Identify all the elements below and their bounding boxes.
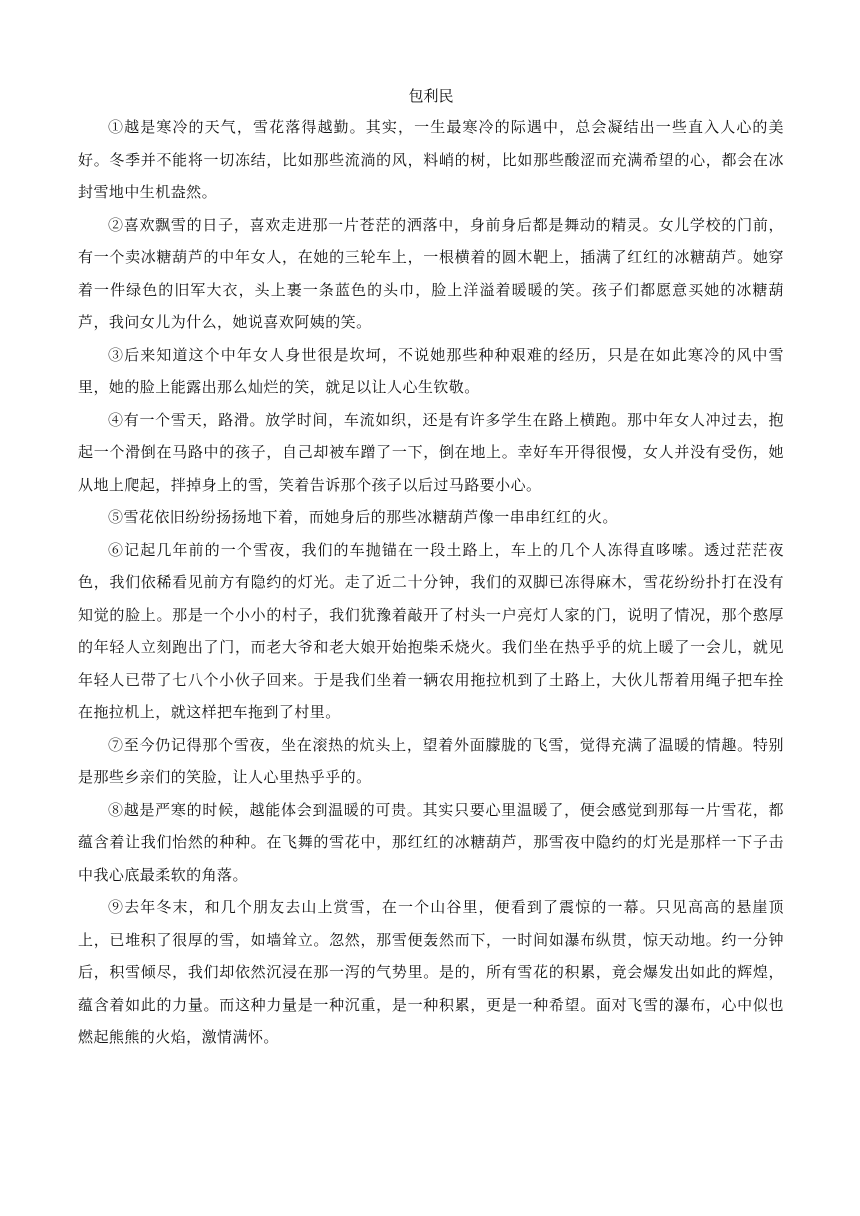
paragraph-2: ②喜欢飘雪的日子，喜欢走进那一片苍茫的洒落中，身前身后都是舞动的精灵。女儿学校的门前，有一个卖冰糖葫芦的中年女人，在她的三轮车上，一根横着的圆木靶上，插满了红红的冰糖葫芦。她穿着一件绿色的旧军大衣，头上裹一条蓝色的头巾，脸上洋溢着暖暖的笑。孩子们都愿意买她的冰糖葫芦，我问女儿为什么，她说喜欢阿姨的笑。: [78, 215, 784, 331]
paragraph-6: ⑥记起几年前的一个雪夜，我们的车抛锚在一段土路上，车上的几个人冻得直哆嗦。透过茫茫夜色，我们依稀看见前方有隐约的灯光。走了近二十分钟，我们的双脚已冻得麻木，雪花纷纷扑打在没有知觉的脸上。那是一个小小的村子，我们犹豫着敲开了村头一户亮灯人家的门，说明了情况，那个憨厚的年轻人立刻跑出了门，而老大爷和老大娘开始抱柴禾烧火。我们坐在热乎乎的炕上暖了一会儿，就见年轻人已带了七八个小伙子回来。于是我们坐着一辆农用拖拉机到了土路上，大伙儿帮着用绳子把车拴在拖拉机上，就这样把车拖到了村里。: [78, 540, 784, 721]
paragraph-9: ⑨去年冬末，和几个朋友去山上赏雪，在一个山谷里，便看到了震惊的一幕。只见高高的悬崖顶上，已堆积了很厚的雪，如墙耸立。忽然，那雪便轰然而下，一时间如瀑布纵贯，惊天动地。约一分钟后，积雪倾尽，我们却依然沉浸在那一泻的气势里。是的，所有雪花的积累，竟会爆发出如此的辉煌，蕴含着如此的力量。而这种力量是一种沉重，是一种积累，更是一种希望。面对飞雪的瀑布，心中似也燃起熊熊的火焰，激情满怀。: [78, 898, 784, 1046]
paragraph-5: ⑤雪花依旧纷纷扬扬地下着，而她身后的那些冰糖葫芦像一串串红红的火。: [108, 508, 618, 526]
paragraph-4: ④有一个雪天，路滑。放学时间，车流如织，还是有许多学生在路上横跑。那中年女人冲过去，抱起一个滑倒在马路中的孩子，自己却被车蹭了一下，倒在地上。幸好车开得很慢，女人并没有受伤，她从地上爬起，拌掉身上的雪，笑着告诉那个孩子以后过马路要小心。: [78, 410, 784, 494]
author-name: 包利民: [408, 87, 454, 105]
paragraph-7: ⑦至今仍记得那个雪夜，坐在滚热的炕头上，望着外面朦胧的飞雪，觉得充满了温暖的情趣。特别是那些乡亲们的笑脸，让人心里热乎乎的。: [78, 735, 784, 786]
document-page: [78, 84, 784, 1054]
paragraph-3: ③后来知道这个中年女人身世很是坎坷，不说她那些种种艰难的经历，只是在如此寒冷的风中雪里，她的脸上能露出那么灿烂的笑，就足以让人心生钦敬。: [78, 345, 784, 396]
paragraph-1: ①越是寒冷的天气，雪花落得越勤。其实，一生最寒冷的际遇中，总会凝结出一些直入人心的美好。冬季并不能将一切冻结，比如那些流淌的风，料峭的树，比如那些酸涩而充满希望的心，都会在冰封雪地中生机盎然。: [78, 118, 784, 201]
paragraph-8: ⑧越是严寒的时候，越能体会到温暖的可贵。其实只要心里温暖了，便会感觉到那每一片雪花，都蕴含着让我们怡然的种种。在飞舞的雪花中，那红红的冰糖葫芦，那雪夜中隐约的灯光是那样一下子击中我心底最柔软的角落。: [78, 800, 784, 884]
